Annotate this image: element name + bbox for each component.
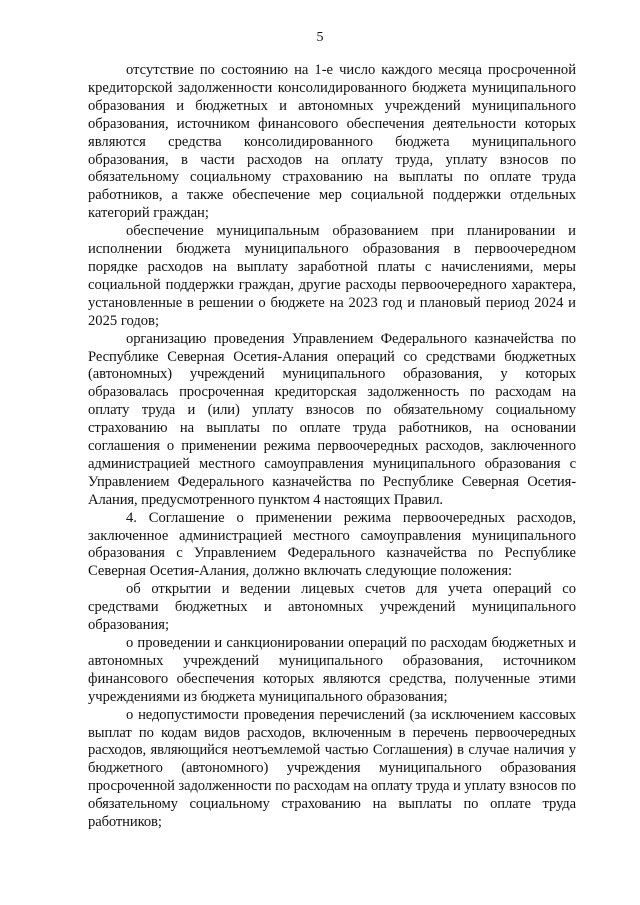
page-number: 5	[316, 30, 324, 45]
paragraph-payment-restriction: о недопустимости проведения перечислений (за исключением кассовых выплат по кодам видов расходов, включенным в перечень первоочередных расходов, являющийся неотъемлемой частью Соглашения) в случае наличия у бюджетного (автономного) учреждения муниципального образования просроченной задолженности по расходам на оплату труда и уплату взносов по обязательному социальному страхованию на выплаты по оплате труда работников;	[88, 706, 576, 831]
paragraph-authorization: о проведении и санкционировании операций по расходам бюджетных и автономных учреждений муниципального образования, источником финансового обеспечения которых являются средства, полученные этими учреждениями из бюджета муниципального образования;	[88, 635, 576, 705]
paragraph-accounts: об открытии и ведении лицевых счетов для учета операций со средствами бюджетных и автономных учреждений муниципального образования;	[88, 581, 576, 634]
paragraph-section-4: 4. Соглашение о применении режима первоочередных расходов, заключенное администрацией местного самоуправления муниципального образования с Управлением Федерального казначейства по Республике Северная Осетия-Алания, должно включать следующие положения:	[88, 509, 576, 580]
paragraph-arrears-absence: отсутствие по состоянию на 1-е число каждого месяца просроченной кредиторской задолженности консолидированного бюджета муниципального образования и бюджетных и автономных учреждений муниципального образования, источником финансового обеспечения деятельности которых являются средства консолидированного бюджета муниципального образования, в части расходов на оплату труда, уплату взносов по обязательному социальному страхованию на выплаты по оплате труда работников, а также обеспечение мер социальной поддержки отдельных категорий граждан;	[88, 62, 576, 222]
paragraph-treasury-operations: организацию проведения Управлением Федерального казначейства по Республике Северная Осетия-Алания операций со средствами бюджетных (автономных) учреждений муниципального образования, у которых образовалась просроченная кредиторская задолженность по расходам на оплату труда и (или) уплату взносов по обязательному социальному страхованию на выплаты по оплате труда работников, на основании соглашения о применении режима первоочередных расходов, заключенного администрацией местного самоуправления муниципального образования с Управлением Федерального казначейства по Республике Северная Осетия-Алания, предусмотренного пунктом 4 настоящих Правил.	[88, 330, 576, 508]
document-body	[88, 62, 576, 832]
paragraph-priority-expenses: обеспечение муниципальным образованием при планировании и исполнении бюджета муниципального образования в первоочередном порядке расходов на выплату заработной платы с начислениями, меры социальной поддержки граждан, другие расходы первоочередного характера, установленные в решении о бюджете на 2023 год и плановый период 2024 и 2025 годов;	[88, 223, 576, 329]
